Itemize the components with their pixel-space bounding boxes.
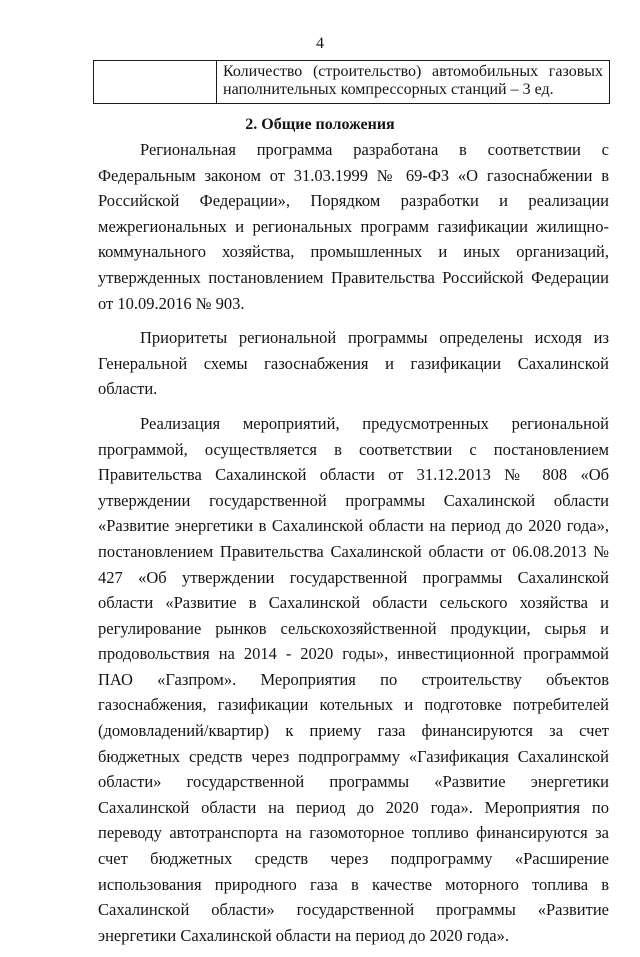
section-body (98, 137, 609, 957)
page-number: 4 (316, 35, 324, 52)
section-heading: 2. Общие положения (245, 116, 395, 133)
table-row (94, 61, 610, 104)
paragraph-legal-basis: Региональная программа разработана в соответствии с Федеральным законом от 31.03.1999 № 69-ФЗ «О газоснабжении в Российской Федерации», Порядком разработки и реализации межрегиональных и региональных программ газификации жилищно-коммунального хозяйства, промышленных и иных организаций, утвержденных постановлением Правительства Российской Федерации от 10.09.2016 № 903. (98, 140, 609, 313)
paragraph-implementation: Реализация мероприятий, предусмотренных региональной программой, осуществляется в соответствии с постановлением Правительства Сахалинской области от 31.12.2013 № 808 «Об утверждении государственной программы Сахалинской области «Развитие энергетики в Сахалинской области на период до 2020 года», постановлением Правительства Сахалинской области от 06.08.2013 № 427 «Об утверждении государственной программы Сахалинской области «Развитие в Сахалинской области сельского хозяйства и регулирование рынков сельскохозяйственной продукции, сырья и продовольствия на 2014 - 2020 годы», инвестиционной программой ПАО «Газпром». Мероприятия по строительству объектов газоснабжения, газификации котельных и подготовке потребителей (домовладений/квартир) к приему газа финансируются за счет бюджетных средств через подпрограмму «Газификация Сахалинской области» государственной программы «Развитие энергетики Сахалинской области на период до 2020 года». Мероприятия по переводу автотранспорта на газомоторное топливо финансируются за счет бюджетных средств через подпрограмму «Расширение использования природного газа в качестве моторного топлива в Сахалинской области» государственной программы «Развитие энергетики Сахалинской области на период до 2020 года». (98, 413, 609, 945)
table-cell-text: Количество (строительство) автомобильных газовых наполнительных компрессорных станций – 3 ед. (217, 61, 610, 104)
paragraph-priorities: Приоритеты региональной программы определены исходя из Генеральной схемы газоснабжения и газификации Сахалинской области. (98, 328, 609, 399)
continuation-table (93, 60, 610, 104)
table-cell-empty (94, 61, 217, 104)
